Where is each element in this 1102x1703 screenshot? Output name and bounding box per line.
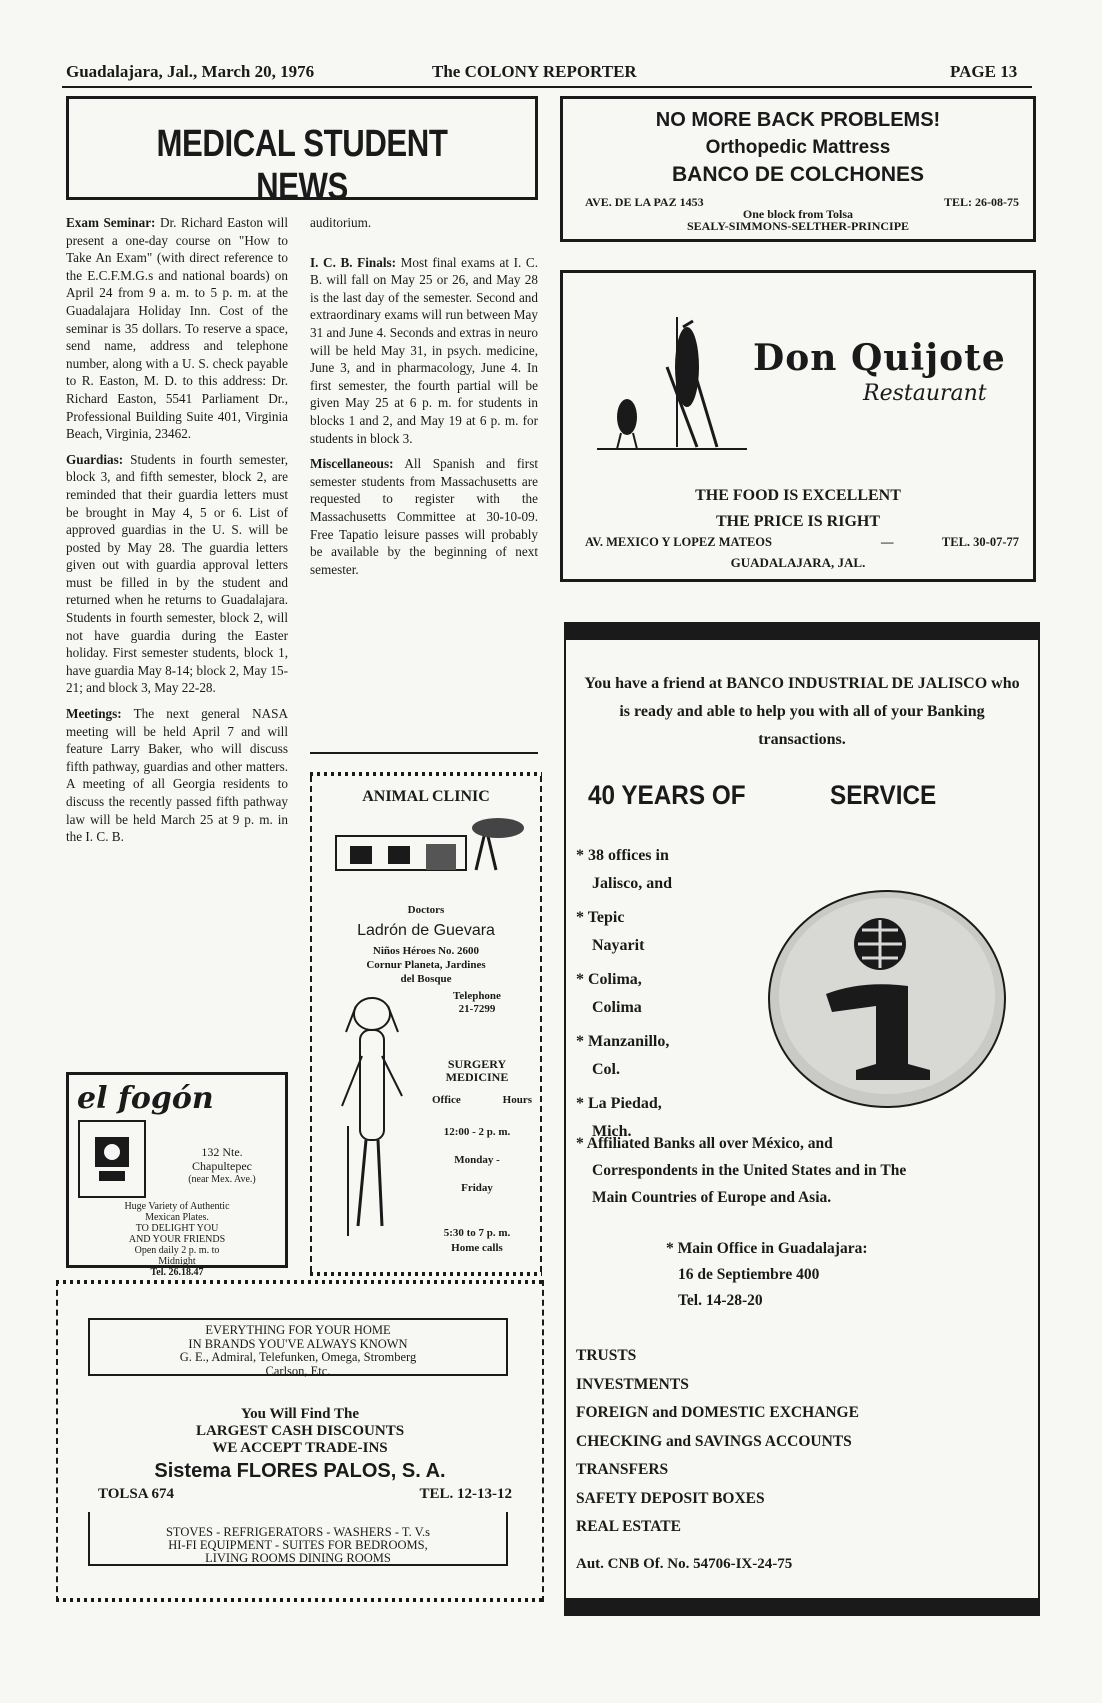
quijote-name: Don Quijote <box>753 337 1006 379</box>
paragraph-text: The next general NASA meeting will be held April 7 and will feature Larry Baker, who will discuss fifth pathway, guardias and other matters. A meeting of all Georgia residents to discuss the recently passed fifth pathway law will be held March 25 at 9 p. m. in the I. C. B. <box>66 706 288 845</box>
clinic-address-1: Niños Héroes No. 2600 <box>372 945 480 957</box>
el-fogon-logo: el fogón <box>77 1081 214 1116</box>
medical-paragraph <box>66 705 288 846</box>
medical-paragraph <box>66 214 288 443</box>
medical-title-box <box>66 96 538 208</box>
clinic-title: ANIMAL CLINIC <box>362 788 490 805</box>
bank-years: 40 YEARS OF <box>588 780 746 810</box>
bank-office-item <box>576 1028 756 1084</box>
bank-office-item <box>576 904 756 960</box>
paragraph-text: Dr. Richard Easton will present a one-day course on "How to Take An Exam" (with direct reference to the E.C.F.M.G.s and national boards) on April 24 from 9 a. m. to 5 p. m. at the Guadalajara Holiday Inn. Cost of the seminar is 35 dollars. To reserve a space, send name, address and telephone number, along with a U. S. check payable to R. Easton, M. D. to this address: Dr. Richard Easton, 5541 Parliament Dr., Professional Building Suite 401, Virginia Beach, Virginia, 23462. <box>66 215 289 442</box>
bank-service-item: TRUSTS <box>576 1347 637 1364</box>
mattress-near: One block from Tolsa <box>742 207 854 221</box>
clinic-home-calls: Home calls <box>451 1242 503 1254</box>
fogon-line-3: TO DELIGHT YOU <box>135 1223 219 1234</box>
bank-office-item-line-1: * 38 offices in <box>576 847 669 864</box>
fogon-tel: Tel. 26.18.47 <box>150 1267 204 1278</box>
clinic-address-3: del Bosque <box>400 973 452 985</box>
don-quijote-ad <box>560 270 1036 582</box>
fogon-line-6: Midnight <box>158 1256 196 1267</box>
clinic-tel: 21-7299 <box>458 1003 496 1015</box>
bank-affil-3: Main Countries of Europe and Asia. <box>592 1189 832 1206</box>
flores-box1-line-3: G. E., Admiral, Telefunken, Omega, Stromberg <box>179 1350 417 1364</box>
bank-office-item <box>576 842 756 898</box>
fogon-address-3: (near Mex. Ave.) <box>188 1174 256 1185</box>
clinic-day-1: Monday - <box>454 1154 500 1166</box>
bank-affil-2: Correspondents in the United States and in The <box>592 1162 907 1179</box>
clinic-service-1: SURGERY <box>447 1057 507 1071</box>
bank-intro: You have a friend at BANCO INDUSTRIAL DE JALISCO who is ready and able to help you with all of your Banking transactions. <box>584 675 1020 748</box>
flores-tel: TEL. 12-13-12 <box>419 1486 512 1502</box>
mattress-brands: SEALY-SIMMONS-SELTHER-PRINCIPE <box>686 219 910 233</box>
bank-services-list <box>576 1342 859 1542</box>
bank-affil-1-text: Affiliated Banks all over México, and <box>586 1135 833 1152</box>
medical-paragraph <box>310 214 538 232</box>
mattress-address: AVE. DE LA PAZ 1453 <box>585 195 704 209</box>
page-number: PAGE 13 <box>950 62 1018 81</box>
injured-dog-icon <box>332 986 422 1246</box>
dateline: Guadalajara, Jal., March 20, 1976 <box>66 62 315 81</box>
flores-box1-line-2: IN BRANDS YOU'VE ALWAYS KNOWN <box>188 1336 408 1351</box>
quijote-city: GUADALAJARA, JAL. <box>730 555 866 570</box>
flores-box2-line-3: LIVING ROOMS DINING ROOMS <box>205 1551 391 1565</box>
flores-box2-line-1: STOVES - REFRIGERATORS - WASHERS - T. V.s <box>165 1525 431 1539</box>
flores-box1-line-4: Carlson, Etc. <box>265 1363 331 1378</box>
flores-box1-line-1: EVERYTHING FOR YOUR HOME <box>205 1323 391 1337</box>
paragraph-lead: Meetings: <box>66 706 122 722</box>
flores-brands-box <box>88 1318 508 1376</box>
fogon-address-1: 132 Nte. <box>201 1145 243 1159</box>
mattress-line-3: BANCO DE COLCHONES <box>671 163 924 186</box>
bank-office-item-line-1: * Tepic <box>576 909 625 926</box>
clinic-service-2: MEDICINE <box>445 1070 509 1084</box>
animal-clinic-ad <box>310 776 542 1272</box>
bank-service-item: FOREIGN and DOMESTIC EXCHANGE <box>576 1404 859 1421</box>
header-rule <box>62 86 1032 88</box>
clinic-address-2: Cornur Planeta, Jardines <box>366 959 486 971</box>
clinic-time-2: 5:30 to 7 p. m. <box>443 1227 511 1239</box>
medical-paragraph <box>310 455 538 578</box>
quijote-restaurant: Restaurant <box>863 381 987 406</box>
paragraph-lead: Miscellaneous: <box>310 456 394 472</box>
flores-company-name: Sistema FLORES PALOS, S. A. <box>154 1460 446 1482</box>
quijote-tel: TEL. 30-07-77 <box>941 535 1019 549</box>
newspaper-name: The COLONY REPORTER <box>432 62 637 81</box>
flores-address: TOLSA 674 <box>98 1486 175 1502</box>
clinic-time-1: 12:00 - 2 p. m. <box>443 1126 511 1138</box>
quijote-dash: — <box>881 535 894 549</box>
paragraph-lead: Exam Seminar: <box>66 215 156 230</box>
bank-office-item-line-2: Colima <box>592 999 642 1016</box>
bank-office-item-line-1: * Manzanillo, <box>576 1033 670 1050</box>
paragraph-lead: Guardias: <box>66 451 124 467</box>
clinic-building-icon <box>326 816 526 874</box>
medical-column-2 <box>310 214 538 578</box>
clinic-tel-label: Telephone <box>453 990 501 1002</box>
clinic-hours: Hours <box>502 1094 532 1106</box>
fogon-address-2: Chapultepec <box>192 1159 252 1173</box>
bank-office-item-line-2: Nayarit <box>592 937 645 954</box>
clinic-name: Ladrón de Guevara <box>357 922 495 939</box>
bank-office-item-line-1: * Colima, <box>576 971 642 988</box>
bank-office-list <box>576 842 756 1152</box>
bank-logo-icon <box>762 884 1012 1114</box>
mattress-tel: TEL: 26-08-75 <box>944 195 1019 209</box>
flores-mid-3: WE ACCEPT TRADE-INS <box>212 1440 388 1456</box>
bank-office-item-line-2: Mich. <box>592 1123 632 1140</box>
paragraph-text: Students in fourth semester, block 3, and fifth semester, block 2, are reminded that their guardia letters must be brought in May 4, 5 or 6. List of approved guardias in the U. S. will be posted by May 28. The guardia letters given out with guardia approval letters must be filled in by the student and returned when he returns to Guadalajara. Students in fourth semester, block 2, will not have guardia during the Easter holiday. First semester students, block 1, have guardia May 8-14; block 2, May 15-21; and block 3, May 22-28. <box>66 451 288 696</box>
paragraph-lead: I. C. B. Finals: <box>310 254 397 270</box>
medical-title: MEDICAL STUDENT NEWS <box>156 123 448 208</box>
flores-box2-line-2: HI-FI EQUIPMENT - SUITES FOR BEDROOMS, <box>168 1538 428 1552</box>
bank-service-item: CHECKING and SAVINGS ACCOUNTS <box>576 1432 852 1450</box>
bank-office-2: 16 de Septiembre 400 <box>678 1266 820 1283</box>
paragraph-text: Most final exams at I. C. B. will fall on May 25 or 26, and May 28 is the last day of the semester. Second and extraordinary exams will run between May 31 and June 4. Seconds and extras in neuro will be held May 31, in psych. medicine, June 3, and in pharmacology, June 4. In first semester, the fourth partial will be given May 25 at 6 p. m. for students in blocks 1 and 2, and May 19 at 6 p. m. for students in block 3. <box>310 254 538 446</box>
stove-icon <box>77 1119 147 1199</box>
bank-service-item: TRANSFERS <box>576 1461 669 1478</box>
quijote-line-1: THE FOOD IS EXCELLENT <box>695 487 901 504</box>
bank-affil-1: * Affiliated Banks all over México, and <box>576 1135 833 1152</box>
quijote-line-2: THE PRICE IS RIGHT <box>715 513 881 530</box>
el-fogon-ad <box>66 1072 288 1278</box>
bank-office-item-line-2: Jalisco, and <box>592 875 673 892</box>
bank-service-item: INVESTMENTS <box>576 1375 689 1393</box>
bank-service-item: REAL ESTATE <box>576 1518 681 1535</box>
bank-office-1-text: Main Office in Guadalajara: <box>677 1240 868 1257</box>
medical-paragraph <box>310 254 538 448</box>
paragraph-text: auditorium. <box>310 215 372 230</box>
fogon-line-2: Mexican Plates. <box>145 1212 209 1223</box>
clinic-office: Office <box>432 1094 461 1106</box>
fogon-line-1: Huge Variety of Authentic <box>124 1201 230 1212</box>
bank-service: SERVICE <box>830 780 937 810</box>
bank-authorization: Aut. CNB Of. No. 54706-IX-24-75 <box>576 1556 793 1572</box>
mattress-ad <box>560 96 1036 242</box>
medical-column-1 <box>66 214 288 846</box>
bank-service-item: SAFETY DEPOSIT BOXES <box>576 1489 765 1507</box>
fogon-line-4: AND YOUR FRIENDS <box>128 1234 226 1245</box>
flores-mid-2: LARGEST CASH DISCOUNTS <box>195 1423 405 1439</box>
clinic-doctors: Doctors <box>407 904 445 916</box>
paragraph-text: All Spanish and first semester students from Massachusetts are requested to register with the Massachusetts Committee at 30-10-09. Free Tapatio leisure passes will probably be available by the beginning of next semester. <box>310 456 538 577</box>
bank-office-3: Tel. 14-28-20 <box>678 1292 763 1309</box>
fogon-line-5: Open daily 2 p. m. to <box>134 1245 220 1256</box>
clinic-day-2: Friday <box>461 1182 493 1194</box>
flores-products-box <box>88 1512 508 1566</box>
bank-office-item-line-2: Col. <box>592 1061 620 1078</box>
mattress-line-2: Orthopedic Mattress <box>705 137 891 158</box>
bank-ad <box>564 622 1040 1616</box>
mattress-line-1: NO MORE BACK PROBLEMS! <box>655 109 941 131</box>
flores-mid-1: You Will Find The <box>241 1406 359 1422</box>
bank-office-1: * Main Office in Guadalajara: <box>666 1240 868 1257</box>
bank-office-item-line-1: * La Piedad, <box>576 1095 662 1112</box>
column-divider <box>310 752 538 754</box>
quijote-address: AV. MEXICO Y LOPEZ MATEOS <box>585 535 772 549</box>
bank-office-item <box>576 966 756 1022</box>
medical-paragraph <box>66 451 288 697</box>
don-quijote-figure-icon <box>597 307 747 457</box>
flores-palos-ad <box>56 1280 544 1602</box>
